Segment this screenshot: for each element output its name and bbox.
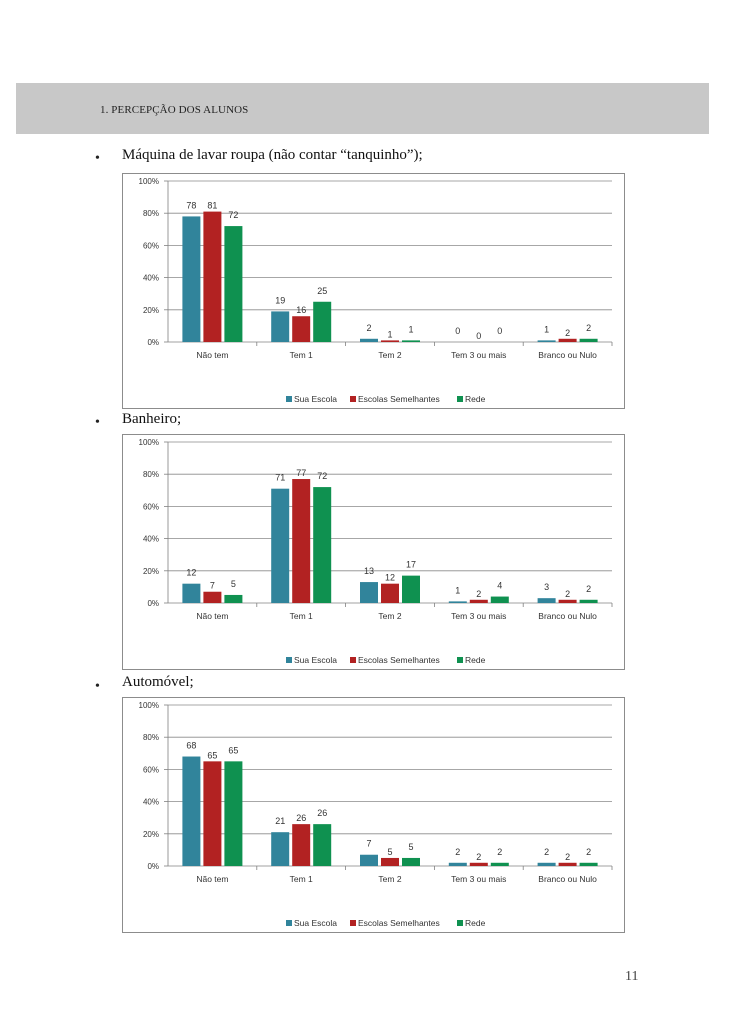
section-title: 1. PERCEPÇÃO DOS ALUNOS: [100, 104, 249, 116]
data-label: 78: [186, 200, 197, 211]
data-label: 2: [544, 846, 550, 857]
chart-car: [122, 697, 625, 933]
data-label: 2: [586, 583, 592, 594]
bar-rede: [580, 863, 598, 866]
data-label: 26: [296, 813, 307, 824]
chart-svg-car: [123, 698, 626, 934]
data-label: 16: [296, 305, 307, 316]
data-label: 5: [387, 846, 393, 857]
bar-escolas-semelhantes: [381, 584, 399, 603]
y-tick-label: 0%: [147, 338, 159, 347]
data-label: 1: [408, 324, 414, 335]
data-label: 25: [317, 285, 328, 296]
data-label: 2: [497, 846, 503, 857]
legend-swatch-rede: [457, 396, 463, 402]
bar-escolas-semelhantes: [292, 316, 310, 342]
bar-sua-escola: [271, 311, 289, 342]
data-label: 68: [186, 740, 197, 751]
bar-sua-escola: [271, 832, 289, 866]
data-label: 3: [544, 582, 550, 593]
legend-label-rede: Rede: [465, 655, 486, 665]
bullet-dot: •: [95, 679, 100, 694]
bar-rede: [313, 824, 331, 866]
legend-swatch-sua-escola: [286, 657, 292, 663]
bullet-dot: •: [95, 415, 100, 430]
bullet-label-car: Automóvel;: [122, 674, 194, 690]
legend-label-rede: Rede: [465, 394, 486, 404]
y-tick-label: 80%: [142, 470, 159, 480]
legend-swatch-rede: [457, 657, 463, 663]
legend-swatch-sua-escola: [286, 920, 292, 926]
bar-escolas-semelhantes: [470, 600, 488, 603]
chart-bathroom: [122, 434, 625, 670]
bar-sua-escola: [449, 863, 467, 866]
data-label: 72: [317, 471, 328, 482]
data-label: 65: [207, 750, 218, 761]
y-tick-label: 60%: [142, 241, 159, 251]
bar-escolas-semelhantes: [203, 592, 221, 603]
legend-swatch-sua-escola: [286, 396, 292, 402]
x-tick-label: Tem 1: [289, 350, 313, 360]
bar-sua-escola: [538, 598, 556, 603]
data-label: 7: [366, 838, 372, 849]
data-label: 2: [565, 327, 571, 338]
bullet-dot: •: [95, 151, 100, 166]
bar-escolas-semelhantes: [381, 858, 399, 866]
x-tick-label: Branco ou Nulo: [538, 611, 597, 621]
legend-label-sua-escola: Sua Escola: [294, 394, 337, 404]
data-label: 5: [230, 578, 236, 589]
bar-rede: [580, 600, 598, 603]
x-tick-label: Tem 3 ou mais: [451, 611, 507, 621]
legend-label-sua-escola: Sua Escola: [294, 918, 337, 928]
data-label: 2: [455, 846, 461, 857]
y-tick-label: 0%: [147, 862, 159, 871]
data-label: 0: [455, 326, 461, 336]
data-label: 13: [363, 566, 375, 577]
legend-label-sua-escola: Sua Escola: [294, 655, 337, 665]
bar-rede: [313, 302, 331, 342]
y-tick-label: 20%: [142, 305, 159, 315]
data-label: 2: [476, 851, 482, 862]
data-label: 17: [405, 559, 417, 570]
legend-label-escolas-semelhantes: Escolas Semelhantes: [358, 655, 440, 665]
data-label: 72: [228, 210, 239, 221]
x-tick-label: Tem 2: [378, 611, 402, 621]
legend-swatch-rede: [457, 920, 463, 926]
y-tick-label: 80%: [142, 733, 159, 743]
data-label: 0: [476, 331, 482, 341]
y-tick-label: 80%: [142, 209, 159, 219]
bar-rede: [402, 340, 420, 342]
data-label: 4: [497, 580, 503, 591]
data-label: 71: [275, 472, 286, 483]
data-label: 1: [387, 329, 393, 340]
data-label: 2: [565, 851, 571, 862]
data-label: 2: [586, 322, 592, 333]
bar-sua-escola: [360, 855, 378, 866]
bar-escolas-semelhantes: [203, 212, 221, 342]
data-label: 65: [228, 745, 239, 756]
data-label: 2: [366, 322, 372, 333]
data-label: 2: [476, 588, 482, 599]
legend-label-escolas-semelhantes: Escolas Semelhantes: [358, 394, 440, 404]
x-tick-label: Tem 1: [289, 611, 313, 621]
bar-rede: [224, 595, 242, 603]
bullet-label-bathroom: Banheiro;: [122, 411, 182, 427]
page-number: 11: [625, 969, 639, 984]
legend-swatch-escolas-semelhantes: [350, 920, 356, 926]
bar-escolas-semelhantes: [559, 339, 577, 342]
bar-escolas-semelhantes: [203, 761, 221, 866]
bar-rede: [402, 576, 420, 603]
bar-rede: [580, 339, 598, 342]
chart-svg-washing-machine: [123, 174, 626, 410]
bar-sua-escola: [360, 339, 378, 342]
bar-escolas-semelhantes: [470, 863, 488, 866]
data-label: 26: [317, 808, 328, 819]
bar-sua-escola: [182, 757, 200, 866]
bar-sua-escola: [182, 216, 200, 342]
x-tick-label: Tem 1: [289, 874, 313, 884]
data-label: 5: [408, 841, 414, 852]
y-tick-label: 100%: [138, 177, 159, 186]
bar-sua-escola: [271, 489, 289, 603]
y-tick-label: 40%: [142, 534, 159, 544]
x-tick-label: Não tem: [196, 350, 229, 360]
x-tick-label: Tem 3 ou mais: [451, 874, 507, 884]
bar-sua-escola: [182, 584, 200, 603]
legend-label-rede: Rede: [465, 918, 486, 928]
y-tick-label: 20%: [142, 566, 159, 576]
data-label: 2: [565, 588, 571, 599]
bar-rede: [224, 761, 242, 866]
x-tick-label: Tem 2: [378, 350, 402, 360]
bar-sua-escola: [360, 582, 378, 603]
bar-rede: [313, 487, 331, 603]
bar-escolas-semelhantes: [292, 824, 310, 866]
bullet-label-washing-machine: Máquina de lavar roupa (não contar “tanquinho”);: [122, 147, 423, 163]
legend-swatch-escolas-semelhantes: [350, 396, 356, 402]
data-label: 1: [544, 324, 550, 335]
data-label: 19: [275, 295, 286, 306]
bar-sua-escola: [538, 863, 556, 866]
chart-washing-machine: [122, 173, 625, 409]
bar-rede: [402, 858, 420, 866]
data-label: 2: [586, 846, 592, 857]
bar-escolas-semelhantes: [292, 479, 310, 603]
legend-swatch-escolas-semelhantes: [350, 657, 356, 663]
data-label: 12: [186, 567, 197, 578]
data-label: 0: [497, 326, 503, 336]
y-tick-label: 60%: [142, 765, 159, 775]
y-tick-label: 100%: [138, 701, 159, 710]
x-tick-label: Tem 3 ou mais: [451, 350, 507, 360]
bar-rede: [491, 863, 509, 866]
bar-rede: [224, 226, 242, 342]
bar-sua-escola: [449, 601, 467, 603]
x-tick-label: Não tem: [196, 874, 229, 884]
bar-rede: [491, 597, 509, 603]
bar-escolas-semelhantes: [559, 600, 577, 603]
data-label: 77: [296, 468, 307, 479]
legend-label-escolas-semelhantes: Escolas Semelhantes: [358, 918, 440, 928]
x-tick-label: Branco ou Nulo: [538, 874, 597, 884]
bar-sua-escola: [538, 340, 556, 342]
data-label: 81: [207, 200, 218, 211]
y-tick-label: 60%: [142, 502, 159, 512]
y-tick-label: 100%: [138, 438, 159, 447]
y-tick-label: 40%: [142, 273, 159, 283]
data-label: 21: [275, 816, 286, 827]
bar-escolas-semelhantes: [559, 863, 577, 866]
y-tick-label: 0%: [147, 599, 159, 608]
x-tick-label: Branco ou Nulo: [538, 350, 597, 360]
x-tick-label: Não tem: [196, 611, 229, 621]
data-label: 1: [455, 585, 461, 596]
data-label: 12: [384, 572, 396, 583]
chart-svg-bathroom: [123, 435, 626, 671]
data-label: 7: [209, 580, 215, 591]
x-tick-label: Tem 2: [378, 874, 402, 884]
y-tick-label: 40%: [142, 797, 159, 807]
y-tick-label: 20%: [142, 829, 159, 839]
bar-escolas-semelhantes: [381, 340, 399, 342]
